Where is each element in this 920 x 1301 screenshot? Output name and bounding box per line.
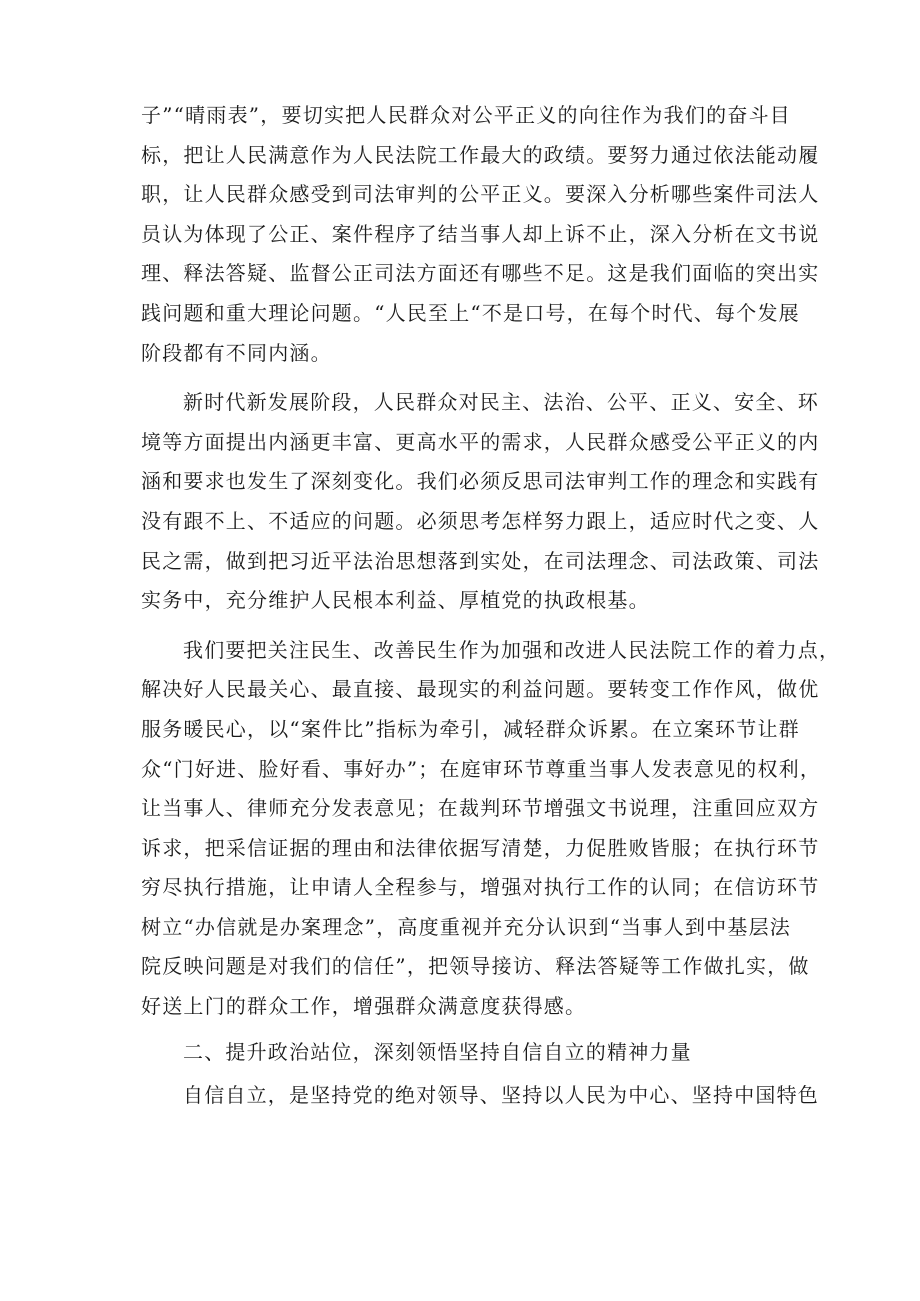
paragraph-3 [141,631,841,1027]
paragraph-line: 民之需，做到把习近平法治思想落到实处，在司法理念、司法政策、司法 [141,548,820,573]
paragraph-line: 践问题和重大理论问题。“人民至上“不是口号，在每个时代、每个发展 [141,300,800,325]
document-body [141,96,841,1116]
paragraph-line: 理、释法答疑、监督公正司法方面还有哪些不足。这是我们面临的突出实 [141,261,820,286]
paragraph-line: 院反映问题是对我们的信任”，把领导接访、释法答疑等工作做扎实，做 [141,954,810,979]
paragraph-line: 员认为体现了公正、案件程序了结当事人却上诉不止，深入分析在文书说 [141,221,820,246]
paragraph-line: 我们要把关注民生、改善民生作为加强和改进人民法院工作的着力点， [183,637,841,662]
paragraph-line: 树立“办信就是办案理念”，高度重视并充分认识到“当事人到中基层法 [141,914,791,939]
paragraph-line: 解决好人民最关心、最直接、最现实的利益问题。要转变工作作风，做优 [141,677,820,702]
paragraph-line: 职，让人民群众感受到司法审判的公平正义。要深入分析哪些案件司法人 [141,182,820,207]
paragraph-line: 诉求，把采信证据的理由和法律依据写清楚，力促胜败皆服；在执行环节 [141,835,820,860]
paragraph-line: 境等方面提出内涵更丰富、更高水平的需求，人民群众感受公平正义的内 [141,429,820,454]
paragraph-1 [141,96,820,373]
paragraph-line: 众“门好进、脸好看、事好办”；在庭审环节尊重当事人发表意见的权利， [141,756,822,781]
paragraph-line: 子”“晴雨表”，要切实把人民群众对公平正义的向往作为我们的奋斗目 [141,103,791,127]
paragraph-line: 涵和要求也发生了深刻变化。我们必须反思司法审判工作的理念和实践有 [141,469,820,494]
paragraph-line: 标，把让人民满意作为人民法院工作最大的政绩。要努力通过依法能动履 [141,142,820,167]
paragraph-line: 阶段都有不同内涵。 [141,340,332,365]
paragraph-line: 穷尽执行措施，让申请人全程参与，增强对执行工作的认同；在信访环节 [141,875,820,900]
paragraph-line: 好送上门的群众工作，增强群众满意度获得感。 [141,994,587,1019]
paragraph-line: 服务暖民心，以“案件比”指标为牵引，减轻群众诉累。在立案环节让群 [141,716,800,741]
section-heading: 二、提升政治站位，深刻领悟坚持自信自立的精神力量 [183,1039,692,1064]
paragraph-2 [141,383,820,621]
paragraph-line: 让当事人、律师充分发表意见；在裁判环节增强文书说理，注重回应双方 [141,796,820,821]
paragraph-line: 没有跟不上、不适应的问题。必须思考怎样努力跟上，适应时代之变、人 [141,508,820,533]
paragraph-line: 新时代新发展阶段，人民群众对民主、法治、公平、正义、安全、环 [183,390,819,415]
paragraph-line: 实务中，充分维护人民根本利益、厚植党的执政根基。 [141,588,650,613]
paragraph-line: 自信自立，是坚持党的绝对领导、坚持以人民为中心、坚持中国特色 [183,1083,819,1108]
